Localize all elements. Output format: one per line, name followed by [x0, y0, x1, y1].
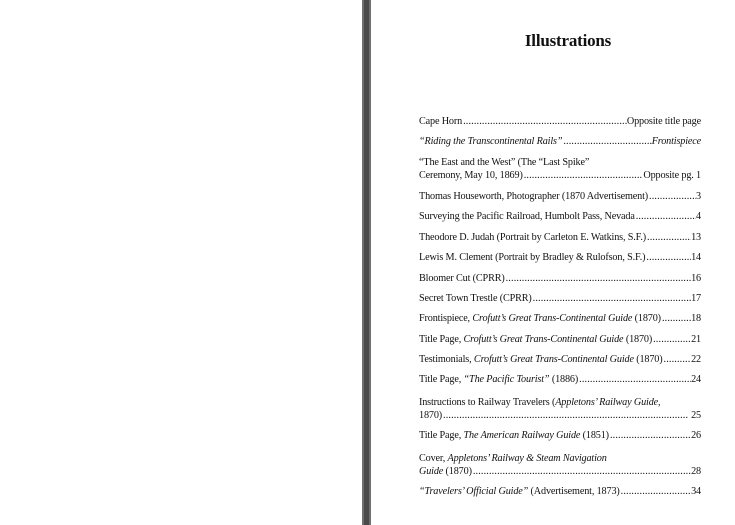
right-page	[371, 0, 735, 525]
toc-entry-title: 1870)	[419, 410, 443, 421]
toc-entry-title: Theodore D. Judah (Portrait by Carleton E. Watkins, S.F.)	[419, 232, 647, 243]
toc-entry-title: Secret Town Trestle (CPRR)	[419, 293, 532, 304]
toc-entry-page: 34	[691, 486, 701, 497]
dot-leader	[652, 333, 691, 346]
toc-entry-page: Frontispiece	[651, 136, 701, 147]
toc-entry-title: Title Page, The American Railway Guide (1851)	[419, 430, 609, 441]
dot-leader	[578, 373, 691, 386]
toc-entry	[419, 135, 701, 148]
toc-entry-title: Bloomer Cut (CPRR)	[419, 273, 505, 284]
toc-entry	[419, 115, 701, 128]
toc-entry-page: 22	[691, 354, 701, 365]
dot-leader	[635, 210, 696, 223]
toc-entry	[419, 156, 701, 182]
toc-entry	[419, 452, 701, 478]
toc-entry-page: 25	[691, 410, 701, 421]
toc-entry-title: Thomas Houseworth, Photographer (1870 Advertisement)	[419, 191, 649, 202]
dot-leader	[532, 292, 691, 305]
toc-entry-page: 14	[691, 252, 701, 263]
toc-entry	[419, 373, 701, 386]
toc-entry	[419, 485, 701, 498]
dot-leader	[523, 169, 644, 182]
toc-entry	[419, 353, 701, 366]
left-page	[0, 0, 362, 525]
toc-entry-title: “Travelers’ Official Guide” (Advertisement, 1873)	[419, 486, 620, 497]
toc-entry-page: 4	[696, 211, 701, 222]
dot-leader	[646, 231, 691, 244]
toc-entry-title: Surveying the Pacific Railroad, Humbolt Pass, Nevada	[419, 211, 635, 222]
toc-entry-page: 21	[691, 334, 701, 345]
toc-entry	[419, 210, 701, 223]
dot-leader	[462, 115, 627, 128]
toc-entry-first-line: Cover, Appletons’ Railway & Steam Navigation	[419, 453, 607, 464]
dot-leader	[609, 429, 691, 442]
toc-entry	[419, 312, 701, 325]
dot-leader	[648, 190, 696, 203]
toc-entry-title: “Riding the Transcontinental Rails”	[419, 136, 563, 147]
dot-leader	[661, 312, 691, 325]
toc-entry-page: 24	[691, 374, 701, 385]
toc-entry-title: Cape Horn	[419, 116, 463, 127]
dot-leader	[442, 409, 691, 422]
toc-entry-title: Lewis M. Clement (Portrait by Bradley & Rulofson, S.F.)	[419, 252, 646, 263]
toc-entry-first-line: “The East and the West” (The “Last Spike”	[419, 157, 590, 168]
dot-leader	[620, 485, 691, 498]
toc-entry	[419, 333, 701, 346]
toc-entry-first-line: Instructions to Railway Travelers (Appletons’ Railway Guide,	[419, 397, 661, 408]
toc-entry-page: Opposite title page	[626, 116, 701, 127]
toc-entry	[419, 292, 701, 305]
page-title: Illustrations	[524, 31, 612, 50]
toc-entry-title: Testimonials, Crofutt’s Great Trans-Continental Guide (1870)	[419, 354, 663, 365]
dot-leader	[472, 465, 691, 478]
dot-leader	[645, 251, 691, 264]
toc-entry	[419, 231, 701, 244]
toc-entry	[419, 396, 701, 422]
toc-entry-page: Opposite pg. 1	[643, 170, 701, 181]
toc-entry-page: 16	[691, 273, 701, 284]
toc-entry-title: Frontispiece, Crofutt’s Great Trans-Continental Guide (1870)	[419, 313, 661, 324]
toc-entry	[419, 272, 701, 285]
toc-entry-title: Ceremony, May 10, 1869)	[419, 170, 523, 181]
toc-entry	[419, 190, 701, 203]
toc-entry-title: Guide (1870)	[419, 466, 472, 477]
toc-entry-page: 28	[691, 466, 701, 477]
toc-entry-page: 26	[691, 430, 701, 441]
toc-entry-page: 18	[691, 313, 701, 324]
toc-entry	[419, 429, 701, 442]
book-gutter-shadow	[364, 0, 369, 525]
toc-entry-title: Title Page, Crofutt’s Great Trans-Continental Guide (1870)	[419, 334, 653, 345]
dot-leader	[663, 353, 692, 366]
toc-entry	[419, 251, 701, 264]
toc-entry-title: Title Page, “The Pacific Tourist” (1886)	[419, 374, 579, 385]
toc-entry-page: 17	[691, 293, 701, 304]
toc-entry-page: 3	[696, 191, 701, 202]
dot-leader	[562, 135, 651, 148]
dot-leader	[505, 272, 692, 285]
toc-entry-page: 13	[691, 232, 701, 243]
